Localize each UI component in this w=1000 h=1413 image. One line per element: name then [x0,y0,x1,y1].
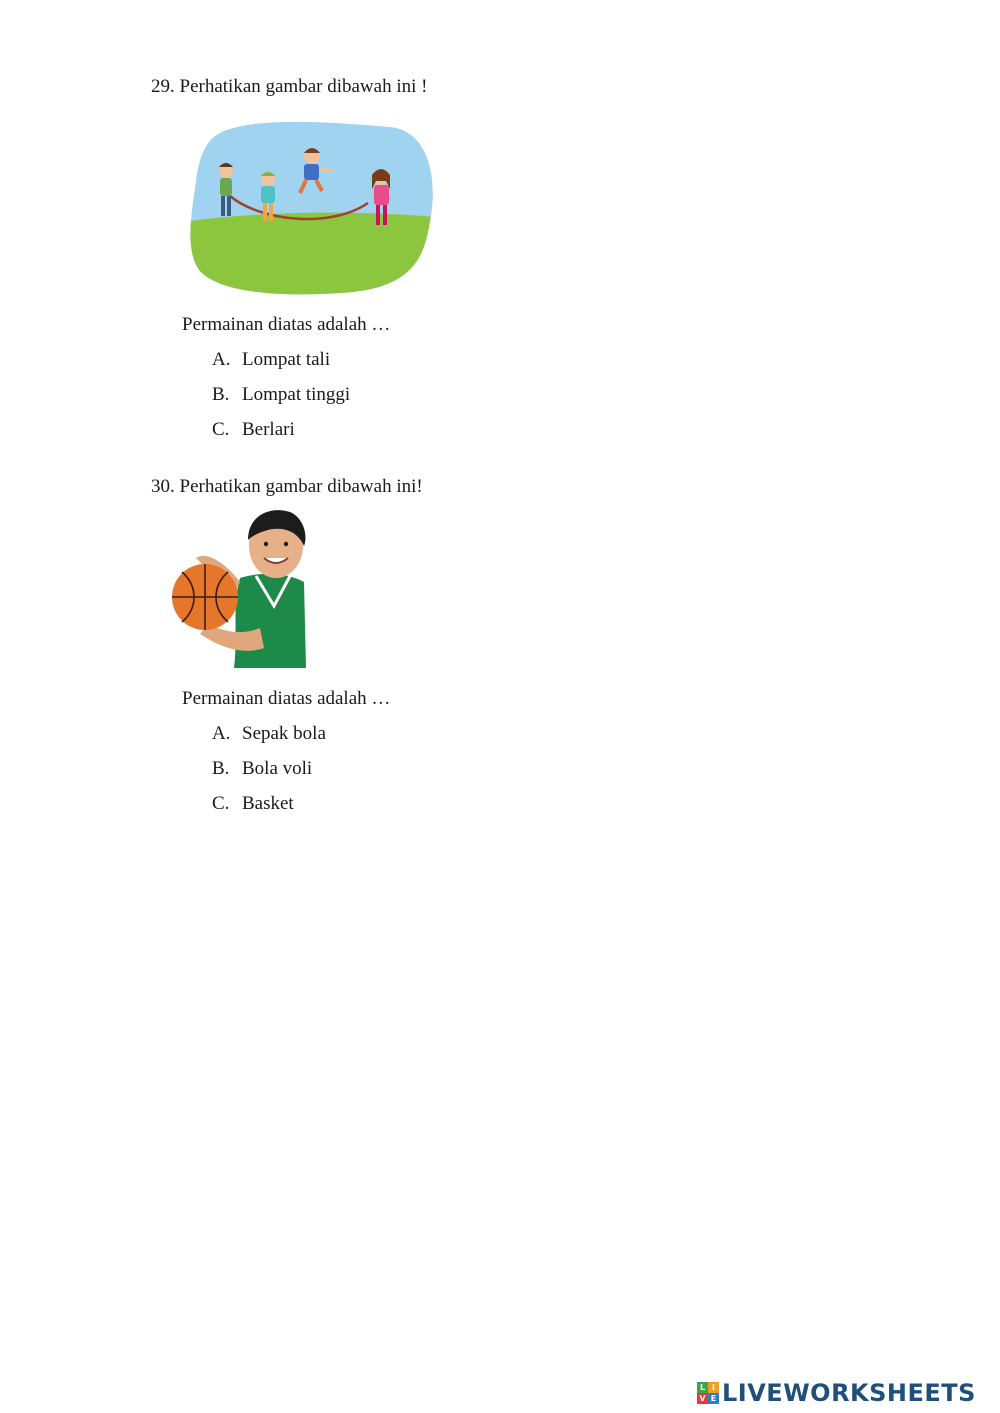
option-text: Berlari [242,419,295,440]
question-30-option-b[interactable] [212,758,312,780]
logo-letter-i: I [708,1382,719,1393]
question-29-title: 29. Perhatikan gambar dibawah ini ! [151,76,428,97]
question-30-option-c[interactable] [212,793,294,815]
option-letter: B. [212,384,230,405]
option-text: Bola voli [242,758,313,779]
liveworksheets-wordmark: LIVEWORKSHEETS [722,1379,976,1407]
option-letter: A. [212,349,231,370]
question-29-option-a[interactable] [212,349,330,371]
option-text: Basket [242,793,294,814]
question-29-prompt: Permainan diatas adalah … [182,314,391,335]
liveworksheets-mark-icon [697,1382,719,1404]
question-29-option-c[interactable] [212,419,295,441]
question-30-option-a[interactable] [212,723,326,745]
option-text: Lompat tali [242,349,331,370]
option-text: Sepak bola [242,723,326,744]
option-letter: C. [212,793,230,814]
question-30-title: 30. Perhatikan gambar dibawah ini! [151,476,423,497]
logo-letter-v: V [697,1393,708,1404]
question-30-prompt: Permainan diatas adalah … [182,688,391,709]
option-letter: C. [212,419,230,440]
option-letter: B. [212,758,230,779]
option-letter: A. [212,723,231,744]
logo-letter-l: L [697,1382,708,1393]
basketball-boy-photo-icon [168,506,308,668]
jump-rope-illustration-icon [190,121,436,296]
question-29-option-b[interactable] [212,384,350,406]
option-text: Lompat tinggi [242,384,351,405]
liveworksheets-logo [697,1378,976,1408]
logo-letter-e: E [708,1393,719,1404]
